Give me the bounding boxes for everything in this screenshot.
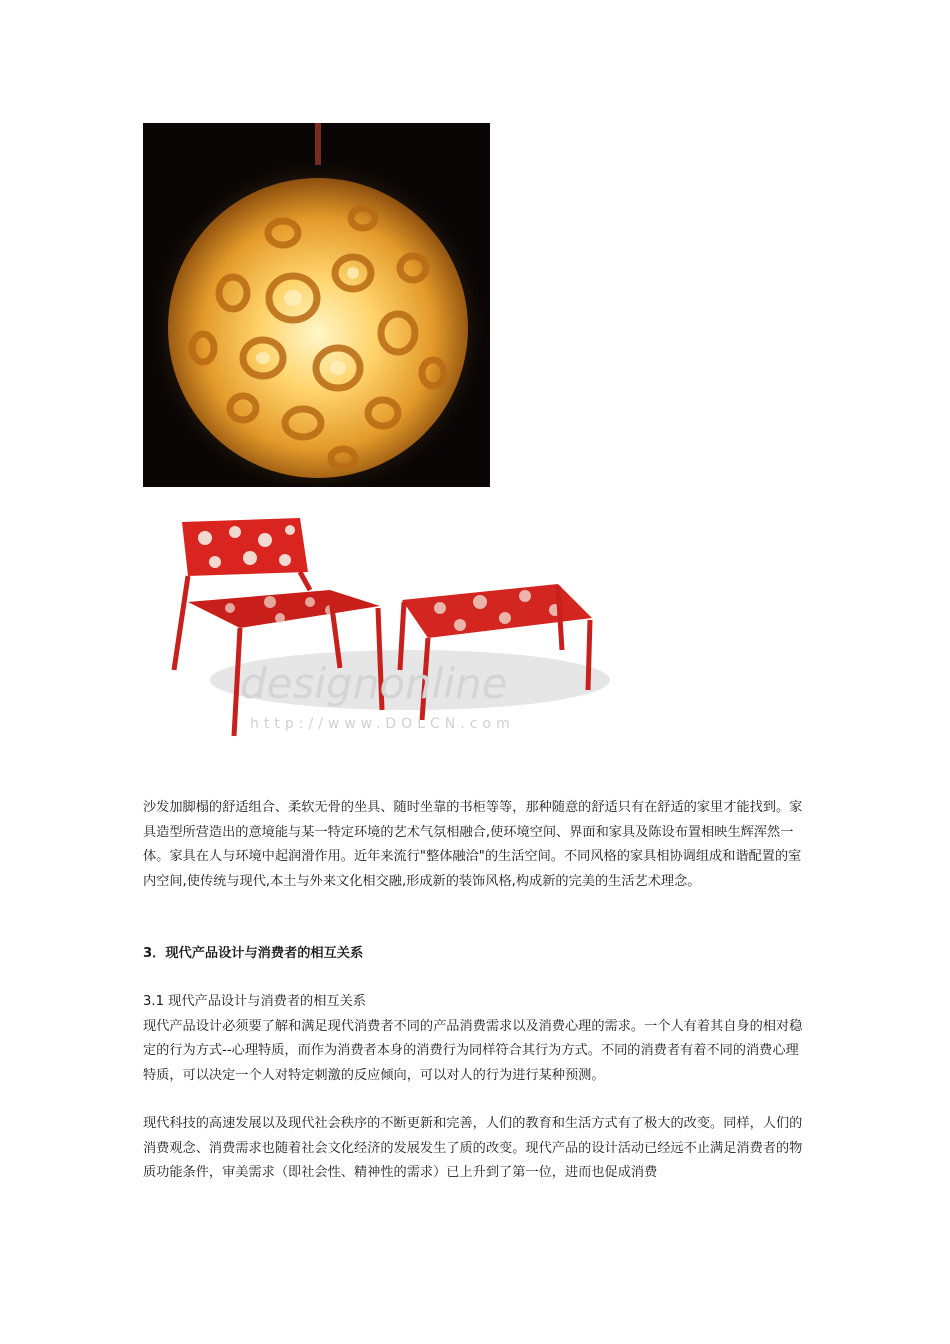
development-paragraph: 现代科技的高速发展以及现代社会秩序的不断更新和完善，人们的教育和生活方式有了极大的改变。同样，人们的消费观念、消费需求也随着社会文化经济的发展发生了质的改变。现代产品的设计活动已经远不止满足消费者的物质功能条件，审美需求（即社会性、精神性的需求）已上升到了第一位，进而也促成消费	[143, 1116, 803, 1180]
furniture-paragraph: 沙发加脚榻的舒适组合、柔软无骨的坐具、随时坐靠的书柜等等，那种随意的舒适只有在舒适的家里才能找到。家具造型所营造出的意境能与某一特定环境的艺术气氛相融合,使环境空间、界面和家具及陈设布置相映生辉浑然一体。家具在人与环境中起润滑作用。近年来流行"整体融洽"的生活空间。不同风格的家具相协调组成和谐配置的室内空间,使传统与现代,本土与外来文化相交融,形成新的装饰风格,构成新的完美的生活艺术理念。	[143, 800, 803, 889]
watermark-url: http://www.DOLCN.com	[250, 716, 515, 732]
watermark-brand: designonline	[240, 659, 508, 708]
subsection-paragraph: 3.1 现代产品设计与消费者的相互关系 现代产品设计必须要了解和满足现代消费者不同的产品消费需求以及消费心理的需求。一个人有着其自身的相对稳定的行为方式--心理特质，而作为消费者本身的消费行为同样符合其行为方式。不同的消费者有着不同的消费心理特质，可以决定一个人对特定刺激的反应倾向，可以对人的行为进行某种预测。	[143, 994, 803, 1083]
pendant-lamp-illustration	[143, 123, 490, 487]
chair-table-illustration	[160, 510, 630, 750]
pendant-lamp-photo	[143, 123, 490, 487]
section-heading: 3．现代产品设计与消费者的相互关系	[143, 946, 364, 961]
red-chair-table-photo	[160, 510, 630, 750]
